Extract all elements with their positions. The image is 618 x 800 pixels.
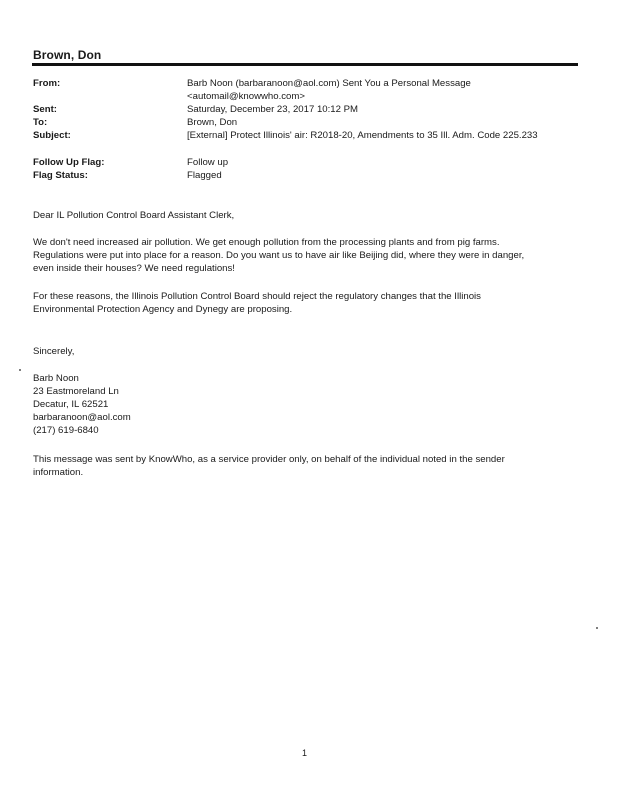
signature-name: Barb Noon <box>33 373 79 384</box>
paragraph-2-line-2: Environmental Protection Agency and Dynegy are proposing. <box>33 304 293 315</box>
service-notice-line-2: information. <box>33 467 84 478</box>
signature-phone: (217) 619-6840 <box>33 425 99 436</box>
paragraph-1-line-3: even inside their houses? We need regulations! <box>33 263 235 274</box>
flag-status-label: Flag Status: <box>33 170 88 181</box>
paragraph-1-line-2: Regulations were put into place for a reason. Do you want us to have air like Beijing did, where they were in danger, <box>33 250 525 261</box>
header-divider <box>32 63 578 66</box>
sent-label: Sent: <box>33 104 57 115</box>
followup-flag-value: Follow up <box>187 157 229 168</box>
mailbox-owner-name: Brown, Don <box>33 48 102 62</box>
to-label: To: <box>33 117 48 128</box>
signature-street: 23 Eastmoreland Ln <box>33 386 119 397</box>
signature-email: barbaranoon@aol.com <box>33 412 131 423</box>
greeting-text: Dear IL Pollution Control Board Assistant Clerk, <box>33 210 235 221</box>
subject-value: [External] Protect Illinois' air: R2018-20, Amendments to 35 Ill. Adm. Code 225.233 <box>187 130 538 141</box>
closing <box>33 345 553 358</box>
from-label: From: <box>33 78 61 89</box>
followup-flag-label: Follow Up Flag: <box>33 157 105 168</box>
signature-block <box>33 372 553 437</box>
scan-speck <box>19 369 21 371</box>
paragraph-2-line-1: For these reasons, the Illinois Pollution Control Board should reject the regulatory changes that the Illinois <box>33 291 481 302</box>
subject-label: Subject: <box>33 130 71 141</box>
sent-value: Saturday, December 23, 2017 10:12 PM <box>187 104 359 115</box>
page-number: 1 <box>302 748 308 758</box>
flag-status-value: Flagged <box>187 170 222 181</box>
signature-city: Decatur, IL 62521 <box>33 399 109 410</box>
paragraph-1-line-1: We don't need increased air pollution. We get enough pollution from the processing plants and from pig farms. <box>33 237 500 248</box>
closing-text: Sincerely, <box>33 346 75 357</box>
from-value: Barb Noon (barbaranoon@aol.com) Sent You a Personal Message <box>187 78 471 89</box>
to-value: Brown, Don <box>187 117 238 128</box>
service-notice <box>33 453 553 479</box>
from-address: <automail@knowwho.com> <box>187 91 305 102</box>
service-notice-line-1: This message was sent by KnowWho, as a service provider only, on behalf of the individual noted in the sender <box>33 454 505 465</box>
greeting <box>33 209 553 222</box>
scan-speck <box>596 627 598 629</box>
paragraph-2 <box>33 290 553 316</box>
paragraph-1 <box>33 236 553 275</box>
